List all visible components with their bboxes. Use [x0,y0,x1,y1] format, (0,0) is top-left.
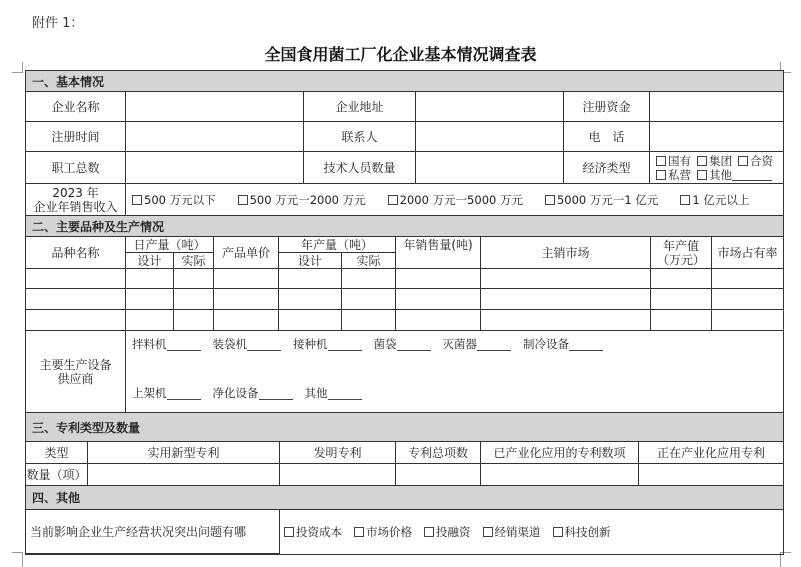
table-cell[interactable] [481,269,651,289]
label-company-name: 企业名称 [26,92,126,122]
sales-option-1[interactable]: 500 万元以下 [132,193,216,207]
equip-inoculator: 接种机 [293,337,362,351]
label-count: 数量（项） [26,464,88,486]
label-contact: 联系人 [304,122,416,152]
sales-option-4[interactable]: 5000 万元一1 亿元 [545,193,658,207]
utility-count-field[interactable] [88,464,280,486]
phone-field[interactable] [650,122,783,152]
table-cell[interactable] [174,269,214,289]
table-cell[interactable] [126,269,174,289]
equip-blank[interactable] [328,338,362,351]
label-tech-staff: 技术人员数量 [304,152,416,184]
econ-option-joint[interactable]: 合资 [738,154,773,168]
sales-option-2[interactable]: 500 万元一2000 万元 [238,193,366,207]
equip-blank[interactable] [167,338,201,351]
col-total-patents: 专利总项数 [396,442,481,464]
label-annual-sales: 2023 年 企业年销售收入 [26,184,126,216]
checkbox-icon [680,195,690,205]
table-cell[interactable] [712,269,783,289]
table-cell[interactable] [279,310,342,331]
sales-options [126,184,783,216]
table-cell[interactable] [342,310,396,331]
contact-field[interactable] [416,122,564,152]
table-cell[interactable] [651,310,712,331]
col-daily-design: 设计 [126,253,174,269]
econ-type-options [650,152,783,184]
label-phone: 电 话 [564,122,650,152]
industrialized-count-field[interactable] [481,464,639,486]
equipment-list [126,331,783,413]
table-cell[interactable] [651,269,712,289]
table-cell[interactable] [396,289,481,310]
equip-bag: 菌袋 [374,337,431,351]
table-cell[interactable] [712,289,783,310]
checkbox-icon [656,170,666,180]
col-patent-type: 类型 [26,442,88,464]
equip-blank[interactable] [167,387,201,400]
tech-staff-field[interactable] [416,152,564,184]
registered-capital-field[interactable] [650,92,783,122]
table-cell[interactable] [26,269,126,289]
label-econ-type: 经济类型 [564,152,650,184]
col-main-market: 主销市场 [481,237,651,269]
equip-shelving: 上架机 [132,386,201,400]
col-annual-actual: 实际 [342,253,396,269]
table-cell[interactable] [279,289,342,310]
checkbox-icon [238,195,248,205]
table-cell[interactable] [342,269,396,289]
table-cell[interactable] [214,269,279,289]
table-cell[interactable] [26,310,126,331]
form-title: 全国食用菌工厂化企业基本情况调查表 [264,45,537,64]
table-cell[interactable] [481,310,651,331]
sales-option-5[interactable]: 1 亿元以上 [680,193,749,207]
in-progress-count-field[interactable] [639,464,783,486]
checkbox-icon [553,527,563,537]
problem-option-price[interactable]: 市场价格 [354,525,412,539]
checkbox-icon [424,527,434,537]
table-cell[interactable] [279,269,342,289]
col-daily-output: 日产量（吨） [126,237,214,253]
problem-options [280,510,783,554]
invention-count-field[interactable] [280,464,396,486]
equip-mixer: 拌料机 [132,337,201,351]
corner-mark [12,62,23,73]
col-output-value: 年产值 （万元） [651,237,712,269]
equip-sterilizer: 灭菌器 [443,337,512,351]
checkbox-icon [545,195,555,205]
section-3-header: 三、专利类型及数量 [26,413,783,442]
col-annual-output: 年产量（吨） [279,237,396,253]
checkbox-icon [132,195,142,205]
table-cell[interactable] [396,310,481,331]
table-cell[interactable] [26,289,126,310]
label-staff: 职工总数 [26,152,126,184]
label-company-address: 企业地址 [304,92,416,122]
table-cell[interactable] [214,289,279,310]
col-invention-patent: 发明专利 [280,442,396,464]
checkbox-icon [284,527,294,537]
table-cell[interactable] [342,289,396,310]
col-annual-design: 设计 [279,253,342,269]
equip-purification: 净化设备 [213,386,293,400]
equip-refrigeration: 制冷设备 [523,337,603,351]
checkbox-icon [656,156,666,166]
problem-option-investment[interactable]: 投资成本 [284,525,342,539]
problem-option-innovation[interactable]: 科技创新 [553,525,611,539]
staff-field[interactable] [126,152,304,184]
equip-blank[interactable] [569,338,603,351]
equip-other: 其他 [305,386,362,400]
table-cell[interactable] [651,289,712,310]
econ-option-private[interactable]: 私营 [656,168,691,182]
table-cell[interactable] [126,310,174,331]
equip-blank[interactable] [259,387,293,400]
label-register-date: 注册时间 [26,122,126,152]
col-unit-price: 产品单价 [214,237,279,269]
equip-blank[interactable] [328,387,362,400]
equip-bagger: 装袋机 [213,337,282,351]
econ-option-collective[interactable]: 集团 [697,154,732,168]
table-cell[interactable] [214,310,279,331]
econ-option-state[interactable]: 国有 [656,154,691,168]
table-cell[interactable] [481,289,651,310]
register-date-field[interactable] [126,122,304,152]
col-industrialized-patents: 已产业化应用的专利数项 [481,442,639,464]
col-daily-actual: 实际 [174,253,214,269]
table-cell[interactable] [174,310,214,331]
company-address-field[interactable] [416,92,564,122]
checkbox-icon [738,156,748,166]
table-cell[interactable] [396,269,481,289]
section-1-header: 一、基本情况 [26,71,783,92]
checkbox-icon [388,195,398,205]
table-cell[interactable] [126,289,174,310]
table-cell[interactable] [712,310,783,331]
col-annual-sales: 年销售量(吨) [396,237,481,269]
col-variety: 品种名称 [26,237,126,269]
other-blank[interactable] [732,168,772,181]
section-2-header: 二、主要品种及生产情况 [26,216,783,237]
equip-blank[interactable] [477,338,511,351]
col-market-share: 市场占有率 [712,237,783,269]
table-cell[interactable] [174,289,214,310]
section-4-header: 四、其他 [26,486,783,510]
problem-option-channel[interactable]: 经销渠道 [483,525,541,539]
survey-form [25,70,784,555]
checkbox-icon [697,156,707,166]
econ-option-other[interactable]: 其他 [697,168,772,182]
total-count-field[interactable] [396,464,481,486]
corner-mark [12,552,23,567]
checkbox-icon [354,527,364,537]
col-utility-patent: 实用新型专利 [88,442,280,464]
label-equipment-supplier: 主要生产设备 供应商 [26,331,126,413]
col-in-progress-patents: 正在产业化应用专利 [639,442,783,464]
sales-option-3[interactable]: 2000 万元一5000 万元 [388,193,523,207]
attachment-label: 附件 1： [32,16,84,31]
checkbox-icon [697,170,707,180]
equip-blank[interactable] [397,338,431,351]
equip-blank[interactable] [247,338,281,351]
company-name-field[interactable] [126,92,304,122]
label-registered-capital: 注册资金 [564,92,650,122]
label-problems: 当前影响企业生产经营状况突出问题有哪 [26,510,280,554]
checkbox-icon [483,527,493,537]
problem-option-financing[interactable]: 投融资 [424,525,471,539]
